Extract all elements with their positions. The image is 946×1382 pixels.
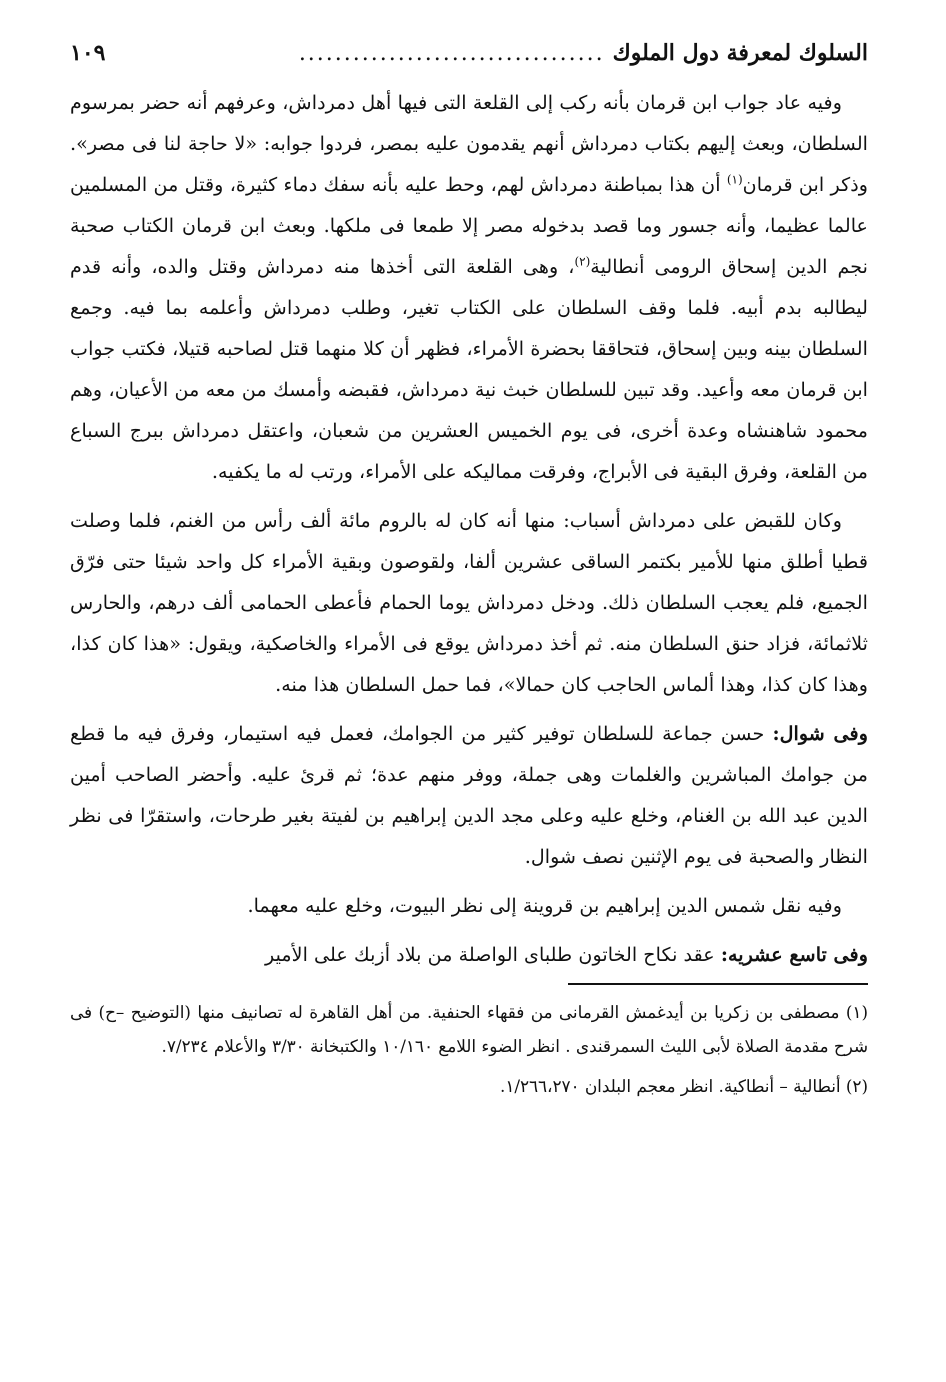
paragraph-2: وكان للقبض على دمرداش أسباب: منها أنه كان له بالروم مائة ألف رأس من الغنم، فلما وصلت قطيا أطلق منها للأمير بكتمر الساقى عشرين ألفا، ولقوصون وبقية الأمراء كل واحد شيئا حتى فرّق الجميع، فلم يعجب السلطان ذلك. ودخل دمرداش يوما الحمام فأعطى الحمامى ألف درهم، والحارس ثلاثمائة، فزاد حنق السلطان منه. ثم أخذ دمرداش يوقع فى الأمراء والخاصكية، ويقول: «هذا كان كذا، وهذا كان كذا، وهذا ألماس الحاجب كان حمالا»، فما حمل السلطان هذا منه. [70, 509, 868, 696]
footnote-2: (٢) أنطالية – أنطاكية. انظر معجم البلدان ١/٢٦٦،٢٧٠. [500, 1076, 868, 1096]
paragraph-5-lead: وفى تاسع عشريه: [720, 943, 868, 966]
header-leader-dots: .................................. [298, 41, 605, 66]
paragraph-3 [70, 713, 868, 877]
footnote-separator [568, 983, 868, 985]
paragraph-1-part-b: أن هذا بمباطنة دمرداش لهم، وحط عليه بأنه سفك دماء كثيرة، وقتل من المسلمين عالما عظيما، وأنه جسور وما قصد بدخوله مصر إلا طمعا فى ملكها. وبعث ابن قرمان الكتاب صحبة نجم الدين إسحاق الرومى أنطالية [70, 173, 868, 278]
paragraph-5-text: عقد نكاح الخاتون طلباى الواصلة من بلاد أزبك على الأمير [265, 943, 721, 966]
running-header [70, 40, 868, 82]
paragraph-3-text: حسن جماعة للسلطان توفير كثير من الجوامك، فعمل فيه استيمار، وفرق فيه ما قطع من جوامك المباشرين والغلمات وهى جملة، ووفر منهم عدة؛ ثم قرئ عليه. وأحضر الصاحب أمين الدين عبد الله بن الغنام، وخلع عليه وعلى مجد الدين إبراهيم بن لفيتة بغير طرحات، واستقرّا فى نظر النظار والصحبة فى يوم الإثنين نصف شوال. [70, 722, 868, 868]
paragraph-4: وفيه نقل شمس الدين إبراهيم بن قروينة إلى نظر البيوت، وخلع عليه معهما. [247, 894, 842, 917]
paragraph-1-part-c: ، وهى القلعة التى أخذها منه دمرداش وقتل والده، وأنه قدم ليطالبه بدم أبيه. فلما وقف السلطان على الكتاب تغير، وطلب دمرداش وأعلمه بما فيه. وجمع السلطان بينه وبين إسحاق، فتحاققا بحضرة الأمراء، فظهر أن كلا منهما قتل لصاحبه قتيلا، فكتب جواب ابن قرمان معه وأعيد. وقد تبين للسلطان خبث نية دمرداش، فقبضه وأمسك من معه من الأعيان، وهم محمود شاهنشاه وعدة أخرى، فى يوم الخميس العشرين من شعبان، واعتقل دمرداش ببرج السباع من القلعة، وفرق البقية فى الأبراج، وفرقت مماليكه على الأمراء، ورتب له ما يكفيه. [70, 255, 868, 483]
page-body [70, 82, 868, 975]
header-title: السلوك لمعرفة دول الملوك [612, 40, 868, 66]
paragraph-5 [70, 934, 868, 975]
footnote-1: (١) مصطفى بن زكريا بن أيدغمش القرمانى من فقهاء الحنفية. من أهل القاهرة له تصانيف منها (التوضيح –ح) فى شرح مقدمة الصلاة لأبى الليث السمرقندى . انظر الضوء اللامع ١٠/١٦٠ والكتبخانة ٣/٣٠ والأعلام ٧/٢٣٤. [70, 1002, 868, 1056]
page-number: ١٠٩ [70, 40, 106, 66]
footnote-ref-2: (٢) [574, 254, 591, 269]
paragraph-1-part-a: وفيه عاد جواب ابن قرمان بأنه ركب إلى القلعة التى فيها أهل دمرداش، وعرفهم أنه حضر بمرسوم السلطان، وبعث إليهم بكتاب دمرداش أنهم يقدمون عليه بمصر، فردوا جوابه: «لا حاجة لنا فى مصر». وذكر ابن قرمان [70, 91, 869, 196]
paragraph-3-lead: وفى شوال: [772, 722, 868, 745]
footnote-ref-1: (١) [726, 172, 743, 187]
paragraph-1 [70, 82, 868, 492]
footnotes [70, 995, 868, 1103]
